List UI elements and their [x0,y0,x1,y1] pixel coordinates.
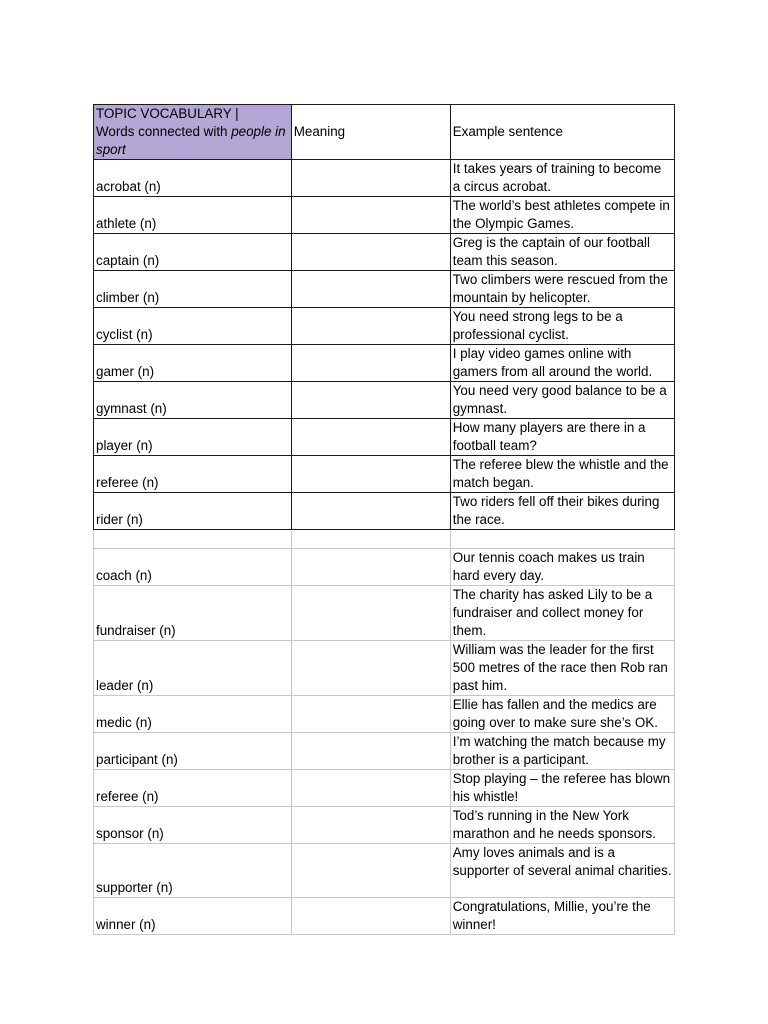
word-cell: participant (n) [94,733,292,770]
meaning-cell[interactable] [291,844,450,898]
table-row [94,234,675,271]
word-cell: sponsor (n) [94,807,292,844]
example-cell: You need very good balance to be a gymnast. [450,382,674,419]
meaning-cell[interactable] [291,586,450,641]
example-cell: Ellie has fallen and the medics are going over to make sure she’s OK. [450,696,674,733]
table-row [94,345,675,382]
meaning-cell[interactable] [291,770,450,807]
vocabulary-table [93,104,675,935]
example-cell: The referee blew the whistle and the match began. [450,456,674,493]
table-row [94,271,675,308]
word-cell: leader (n) [94,641,292,696]
meaning-cell[interactable] [291,549,450,586]
word-cell: gamer (n) [94,345,292,382]
word-cell: winner (n) [94,898,292,935]
example-cell: Our tennis coach makes us train hard every day. [450,549,674,586]
example-cell: Greg is the captain of our football team this season. [450,234,674,271]
example-cell: Stop playing – the referee has blown his whistle! [450,770,674,807]
example-cell: I play video games online with gamers from all around the world. [450,345,674,382]
word-cell: medic (n) [94,696,292,733]
meaning-cell[interactable] [291,382,450,419]
spacer-cell [291,530,450,549]
word-cell: player (n) [94,419,292,456]
meaning-cell[interactable] [291,419,450,456]
word-cell: referee (n) [94,456,292,493]
example-cell: William was the leader for the first 500 metres of the race then Rob ran past him. [450,641,674,696]
table-row [94,586,675,641]
table-row [94,733,675,770]
topic-header-cell [94,105,292,160]
topic-title: TOPIC VOCABULARY | [96,106,239,121]
meaning-cell[interactable] [291,898,450,935]
word-cell: captain (n) [94,234,292,271]
topic-subtitle-italic: people in sport [96,124,286,157]
meaning-cell[interactable] [291,345,450,382]
section-two [94,530,675,935]
meaning-cell[interactable] [291,271,450,308]
table-row [94,549,675,586]
table-row [94,197,675,234]
meaning-cell[interactable] [291,733,450,770]
topic-subtitle-prefix: Words connected with [96,124,232,139]
meaning-cell[interactable] [291,234,450,271]
table-row [94,898,675,935]
meaning-cell[interactable] [291,197,450,234]
word-cell: referee (n) [94,770,292,807]
example-cell: Two climbers were rescued from the mountain by helicopter. [450,271,674,308]
spacer-cell [450,530,674,549]
meaning-cell[interactable] [291,308,450,345]
word-cell: athlete (n) [94,197,292,234]
section-one [94,160,675,530]
spacer-cell [94,530,292,549]
example-cell: The charity has asked Lily to be a fundraiser and collect money for them. [450,586,674,641]
example-cell: You need strong legs to be a professional cyclist. [450,308,674,345]
word-cell: supporter (n) [94,844,292,898]
table-header-row [94,105,675,160]
word-cell: cyclist (n) [94,308,292,345]
example-cell: How many players are there in a football team? [450,419,674,456]
example-cell: It takes years of training to become a circus acrobat. [450,160,674,197]
table-row [94,493,675,530]
table-row [94,308,675,345]
meaning-cell[interactable] [291,493,450,530]
meaning-cell[interactable] [291,160,450,197]
table-row [94,770,675,807]
example-header: Example sentence [450,105,674,160]
table-row [94,696,675,733]
meaning-cell[interactable] [291,807,450,844]
table-row [94,807,675,844]
word-cell: gymnast (n) [94,382,292,419]
table-row [94,641,675,696]
word-cell: fundraiser (n) [94,586,292,641]
example-cell: Two riders fell off their bikes during the race. [450,493,674,530]
table-row [94,160,675,197]
example-cell: Amy loves animals and is a supporter of several animal charities. [450,844,674,898]
word-cell: acrobat (n) [94,160,292,197]
meaning-cell[interactable] [291,456,450,493]
meaning-cell[interactable] [291,641,450,696]
example-cell: I’m watching the match because my brother is a participant. [450,733,674,770]
table-row [94,456,675,493]
meaning-cell[interactable] [291,696,450,733]
word-cell: coach (n) [94,549,292,586]
table-row [94,382,675,419]
example-cell: Congratulations, Millie, you’re the winner! [450,898,674,935]
table-row [94,844,675,898]
example-cell: Tod’s running in the New York marathon and he needs sponsors. [450,807,674,844]
meaning-header: Meaning [291,105,450,160]
table-row [94,419,675,456]
word-cell: rider (n) [94,493,292,530]
word-cell: climber (n) [94,271,292,308]
spacer-row [94,530,675,549]
example-cell: The world’s best athletes compete in the Olympic Games. [450,197,674,234]
